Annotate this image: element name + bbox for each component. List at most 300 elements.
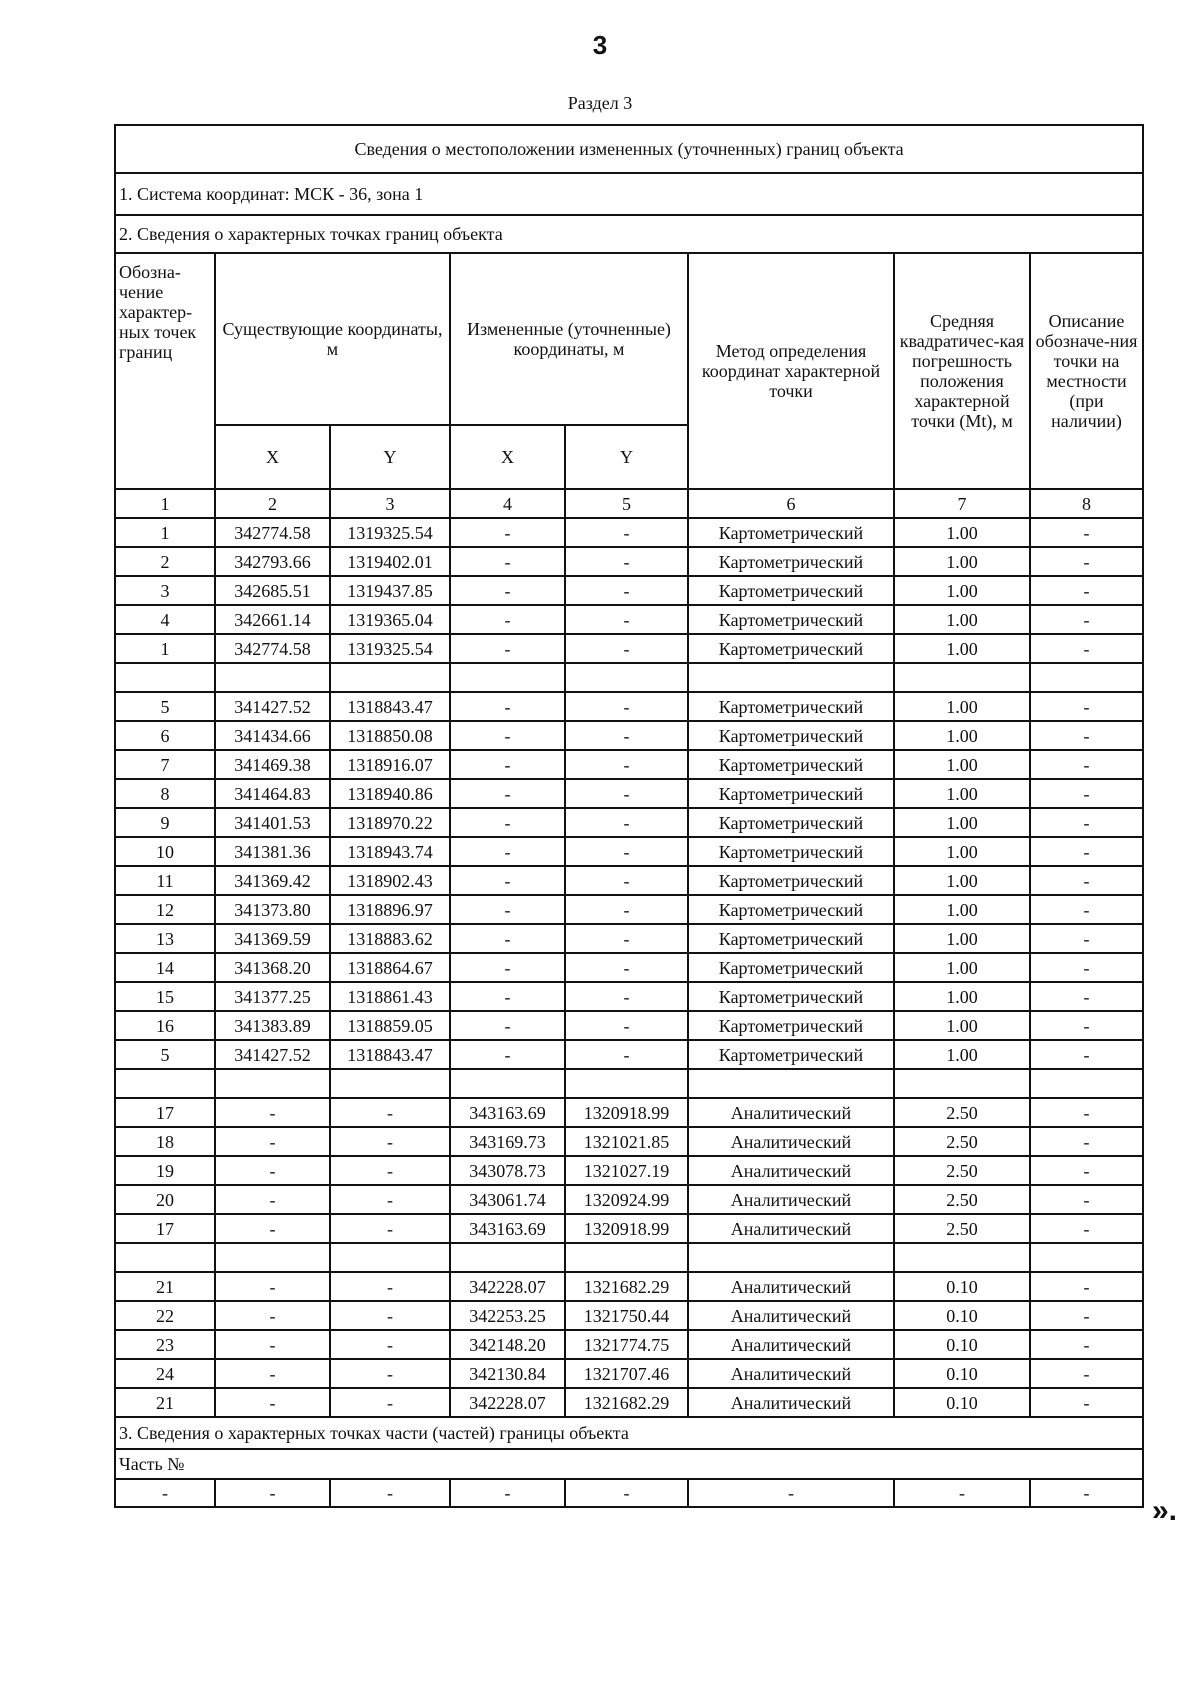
closing-quote: ». — [1152, 1494, 1178, 1527]
table-cell: Картометрический — [688, 1040, 894, 1069]
page-number: 3 — [592, 30, 608, 60]
section-title: Раздел 3 — [567, 93, 633, 113]
table-cell: Картометрический — [688, 953, 894, 982]
table-cell: Картометрический — [688, 547, 894, 576]
table-cell: 1.00 — [894, 924, 1030, 953]
table-cell: 1318940.86 — [330, 779, 450, 808]
empty-cell — [115, 1069, 215, 1098]
table-cell: 18 — [115, 1127, 215, 1156]
table-row — [115, 750, 1143, 779]
table-cell: 342148.20 — [450, 1330, 565, 1359]
table-row — [115, 1330, 1143, 1359]
table-cell: Аналитический — [688, 1156, 894, 1185]
table-cell: - — [565, 576, 688, 605]
table-cell: 1.00 — [894, 721, 1030, 750]
table-cell: 1.00 — [894, 576, 1030, 605]
table-cell: - — [450, 547, 565, 576]
table-cell: 1318916.07 — [330, 750, 450, 779]
table-cell: 1318970.22 — [330, 808, 450, 837]
table-cell: 2.50 — [894, 1214, 1030, 1243]
table-cell: - — [565, 1011, 688, 1040]
table-cell: - — [330, 1214, 450, 1243]
table-cell: - — [1030, 1388, 1143, 1417]
table-cell: 5 — [115, 1040, 215, 1069]
table-cell: 341381.36 — [215, 837, 330, 866]
table-cell: - — [1030, 750, 1143, 779]
table-cell: - — [1030, 1040, 1143, 1069]
table-cell: Аналитический — [688, 1330, 894, 1359]
coordinate-system: 1. Система координат: МСК - 36, зона 1 — [115, 173, 1143, 215]
table-row — [115, 1011, 1143, 1040]
table-cell: - — [330, 1127, 450, 1156]
table-cell: - — [1030, 866, 1143, 895]
table-row — [115, 895, 1143, 924]
table-row — [115, 692, 1143, 721]
table-cell: 1321774.75 — [565, 1330, 688, 1359]
parts-heading: 3. Сведения о характерных точках части (частей) границы объекта — [115, 1417, 1143, 1449]
final-row — [115, 1479, 1143, 1507]
table-cell: Картометрический — [688, 1011, 894, 1040]
table-cell: 2.50 — [894, 1127, 1030, 1156]
table-cell: - — [215, 1098, 330, 1127]
table-cell: 3 — [115, 576, 215, 605]
table-cell: - — [1030, 547, 1143, 576]
table-cell: 341427.52 — [215, 1040, 330, 1069]
empty-cell — [688, 1243, 894, 1272]
table-cell: 4 — [115, 605, 215, 634]
table-cell: Аналитический — [688, 1359, 894, 1388]
header-error: Средняя квадратичес-кая погрешность положения характерной точки (Mt), м — [894, 253, 1030, 489]
table-cell: 11 — [115, 866, 215, 895]
table-cell: - — [215, 1272, 330, 1301]
table-cell: 1.00 — [894, 895, 1030, 924]
table-cell: - — [215, 1214, 330, 1243]
table-cell: - — [1030, 1156, 1143, 1185]
table-cell: 343078.73 — [450, 1156, 565, 1185]
column-number: 8 — [1030, 489, 1143, 518]
header-existing-coordinates: Существующие координаты, м — [215, 253, 450, 425]
table-cell: 1319365.04 — [330, 605, 450, 634]
table-cell: Картометрический — [688, 866, 894, 895]
table-cell: 21 — [115, 1272, 215, 1301]
table-cell: 1.00 — [894, 547, 1030, 576]
table-cell: 1319325.54 — [330, 634, 450, 663]
table-cell: - — [450, 1479, 565, 1507]
table-cell: - — [215, 1127, 330, 1156]
table-cell: Картометрический — [688, 924, 894, 953]
table-cell: - — [565, 808, 688, 837]
table-row — [115, 866, 1143, 895]
table-cell: - — [450, 895, 565, 924]
table-cell: 5 — [115, 692, 215, 721]
table-cell: 1318843.47 — [330, 1040, 450, 1069]
table-cell: - — [450, 953, 565, 982]
table-row — [115, 1098, 1143, 1127]
empty-cell — [565, 1243, 688, 1272]
table-cell: 342253.25 — [450, 1301, 565, 1330]
table-cell: - — [565, 692, 688, 721]
table-cell: - — [215, 1479, 330, 1507]
column-number: 3 — [330, 489, 450, 518]
coordinates-table — [114, 124, 1144, 1508]
table-cell: 1321750.44 — [565, 1301, 688, 1330]
table-cell: 1319325.54 — [330, 518, 450, 547]
table-cell: 17 — [115, 1214, 215, 1243]
empty-cell — [1030, 663, 1143, 692]
table-cell: 1321021.85 — [565, 1127, 688, 1156]
table-cell: - — [565, 547, 688, 576]
table-row — [115, 518, 1143, 547]
table-cell: 1.00 — [894, 866, 1030, 895]
empty-cell — [330, 1243, 450, 1272]
points-heading: 2. Сведения о характерных точках границ объекта — [115, 215, 1143, 253]
table-cell: - — [330, 1330, 450, 1359]
part-label: Часть № — [115, 1449, 1143, 1479]
table-cell: - — [330, 1272, 450, 1301]
part-label-row — [115, 1449, 1143, 1479]
table-cell: - — [450, 866, 565, 895]
empty-cell — [330, 663, 450, 692]
empty-cell — [1030, 1243, 1143, 1272]
table-cell: 1318943.74 — [330, 837, 450, 866]
table-row — [115, 1040, 1143, 1069]
table-cell: - — [330, 1301, 450, 1330]
table-cell: - — [450, 692, 565, 721]
empty-cell — [1030, 1069, 1143, 1098]
table-cell: 1 — [115, 634, 215, 663]
table-cell: 342228.07 — [450, 1272, 565, 1301]
table-cell: Картометрический — [688, 837, 894, 866]
column-number: 2 — [215, 489, 330, 518]
table-cell: 22 — [115, 1301, 215, 1330]
empty-cell — [688, 663, 894, 692]
empty-cell — [688, 1069, 894, 1098]
table-cell: 15 — [115, 982, 215, 1011]
table-cell: Картометрический — [688, 808, 894, 837]
table-cell: - — [215, 1388, 330, 1417]
table-cell: - — [1030, 1011, 1143, 1040]
table-cell: 1.00 — [894, 982, 1030, 1011]
column-number: 1 — [115, 489, 215, 518]
table-cell: Картометрический — [688, 518, 894, 547]
table-cell: - — [565, 1479, 688, 1507]
empty-cell — [450, 663, 565, 692]
table-cell: Аналитический — [688, 1214, 894, 1243]
table-cell: - — [330, 1359, 450, 1388]
table-cell: 1321682.29 — [565, 1272, 688, 1301]
table-cell: 1320924.99 — [565, 1185, 688, 1214]
column-number: 6 — [688, 489, 894, 518]
table-cell: 1.00 — [894, 605, 1030, 634]
table-cell: 0.10 — [894, 1301, 1030, 1330]
table-cell: - — [1030, 1127, 1143, 1156]
empty-cell — [115, 663, 215, 692]
table-cell: 1318883.62 — [330, 924, 450, 953]
table-cell: - — [565, 895, 688, 924]
table-cell: 2.50 — [894, 1185, 1030, 1214]
table-cell: - — [450, 576, 565, 605]
table-cell: - — [215, 1156, 330, 1185]
table-row — [115, 605, 1143, 634]
table-cell: 341401.53 — [215, 808, 330, 837]
table-row — [115, 1301, 1143, 1330]
table-cell: 9 — [115, 808, 215, 837]
table-row — [115, 1127, 1143, 1156]
header-changed-x: X — [450, 425, 565, 489]
table-cell: 1321707.46 — [565, 1359, 688, 1388]
table-cell: 17 — [115, 1098, 215, 1127]
table-cell: - — [565, 721, 688, 750]
table-cell: 1.00 — [894, 750, 1030, 779]
table-cell: - — [565, 605, 688, 634]
table-cell: 21 — [115, 1388, 215, 1417]
header-existing-x: X — [215, 425, 330, 489]
table-cell: 343169.73 — [450, 1127, 565, 1156]
table-row — [115, 547, 1143, 576]
table-cell: 1318859.05 — [330, 1011, 450, 1040]
table-cell: - — [1030, 721, 1143, 750]
table-cell: - — [565, 634, 688, 663]
table-cell: 14 — [115, 953, 215, 982]
table-cell: - — [330, 1185, 450, 1214]
table-cell: 342130.84 — [450, 1359, 565, 1388]
table-cell: - — [1030, 518, 1143, 547]
table-cell: - — [565, 866, 688, 895]
table-cell: 1318896.97 — [330, 895, 450, 924]
table-cell: 1.00 — [894, 634, 1030, 663]
table-cell: 1319402.01 — [330, 547, 450, 576]
table-cell: 1320918.99 — [565, 1098, 688, 1127]
table-row — [115, 1272, 1143, 1301]
table-cell: 23 — [115, 1330, 215, 1359]
table-cell: 343163.69 — [450, 1098, 565, 1127]
header-existing-y: Y — [330, 425, 450, 489]
table-cell: 341369.59 — [215, 924, 330, 953]
table-cell: - — [450, 634, 565, 663]
table-cell: Картометрический — [688, 692, 894, 721]
table-cell: 0.10 — [894, 1330, 1030, 1359]
table-row — [115, 1156, 1143, 1185]
table-cell: 1321682.29 — [565, 1388, 688, 1417]
table-cell: 1321027.19 — [565, 1156, 688, 1185]
table-cell: 341377.25 — [215, 982, 330, 1011]
table-cell: 1.00 — [894, 953, 1030, 982]
empty-cell — [215, 1069, 330, 1098]
table-cell: 1.00 — [894, 808, 1030, 837]
header-changed-y: Y — [565, 425, 688, 489]
table-cell: - — [215, 1330, 330, 1359]
table-cell: 19 — [115, 1156, 215, 1185]
table-cell: 342774.58 — [215, 518, 330, 547]
table-cell: Аналитический — [688, 1388, 894, 1417]
table-row — [115, 779, 1143, 808]
table-cell: Аналитический — [688, 1098, 894, 1127]
parts-heading-row — [115, 1417, 1143, 1449]
table-cell: - — [115, 1479, 215, 1507]
table-cell: 2 — [115, 547, 215, 576]
table-cell: - — [450, 605, 565, 634]
table-cell: - — [565, 779, 688, 808]
table-cell: - — [565, 953, 688, 982]
table-cell: 1.00 — [894, 692, 1030, 721]
table-cell: 1318850.08 — [330, 721, 450, 750]
separator-row — [115, 663, 1143, 692]
separator-row — [115, 1243, 1143, 1272]
table-row — [115, 1359, 1143, 1388]
table-cell: - — [450, 924, 565, 953]
empty-cell — [215, 663, 330, 692]
table-cell: 10 — [115, 837, 215, 866]
table-cell: 1.00 — [894, 1011, 1030, 1040]
table-cell: 342685.51 — [215, 576, 330, 605]
empty-cell — [115, 1243, 215, 1272]
table-cell: - — [1030, 605, 1143, 634]
table-cell: - — [330, 1479, 450, 1507]
table-cell: - — [1030, 1272, 1143, 1301]
table-cell: 12 — [115, 895, 215, 924]
table-cell: - — [565, 982, 688, 1011]
table-cell: 0.10 — [894, 1388, 1030, 1417]
table-row — [115, 634, 1143, 663]
table-cell: 1318902.43 — [330, 866, 450, 895]
table-cell: - — [565, 518, 688, 547]
table-cell: - — [894, 1479, 1030, 1507]
table-cell: 1319437.85 — [330, 576, 450, 605]
table-cell: 341464.83 — [215, 779, 330, 808]
table-cell: - — [1030, 1098, 1143, 1127]
table-cell: 2.50 — [894, 1098, 1030, 1127]
table-cell: - — [1030, 1185, 1143, 1214]
table-cell: - — [1030, 692, 1143, 721]
table-cell: - — [1030, 895, 1143, 924]
header-description: Описание обозначе-ния точки на местности (при наличии) — [1030, 253, 1143, 489]
table-cell: - — [450, 808, 565, 837]
empty-cell — [565, 1069, 688, 1098]
table-cell: 342774.58 — [215, 634, 330, 663]
table-cell: - — [1030, 576, 1143, 605]
table-cell: - — [330, 1156, 450, 1185]
table-cell: - — [688, 1479, 894, 1507]
table-cell: Картометрический — [688, 750, 894, 779]
column-number: 7 — [894, 489, 1030, 518]
table-cell: - — [1030, 1479, 1143, 1507]
table-cell: - — [1030, 1359, 1143, 1388]
table-cell: 0.10 — [894, 1272, 1030, 1301]
table-cell: - — [450, 1040, 565, 1069]
table-cell: - — [215, 1359, 330, 1388]
table-cell: - — [565, 924, 688, 953]
table-cell: 20 — [115, 1185, 215, 1214]
table-cell: 1318843.47 — [330, 692, 450, 721]
table-cell: 2.50 — [894, 1156, 1030, 1185]
table-cell: 1318864.67 — [330, 953, 450, 982]
empty-cell — [215, 1243, 330, 1272]
table-row — [115, 953, 1143, 982]
table-cell: - — [330, 1098, 450, 1127]
table-row — [115, 1388, 1143, 1417]
empty-cell — [894, 1069, 1030, 1098]
table-cell: - — [565, 750, 688, 779]
table-cell: Картометрический — [688, 982, 894, 1011]
table-cell: - — [1030, 1214, 1143, 1243]
empty-cell — [894, 663, 1030, 692]
empty-cell — [565, 663, 688, 692]
column-number: 5 — [565, 489, 688, 518]
header-changed-coordinates: Измененные (уточненные) координаты, м — [450, 253, 688, 425]
table-cell: 343061.74 — [450, 1185, 565, 1214]
table-row — [115, 576, 1143, 605]
table-cell: 1320918.99 — [565, 1214, 688, 1243]
table-cell: 341434.66 — [215, 721, 330, 750]
table-cell: - — [450, 518, 565, 547]
separator-row — [115, 1069, 1143, 1098]
table-cell: - — [565, 837, 688, 866]
table-cell: - — [215, 1185, 330, 1214]
table-cell: - — [1030, 837, 1143, 866]
column-number: 4 — [450, 489, 565, 518]
table-cell: 1 — [115, 518, 215, 547]
header-designation: Обозна-чение характер-ных точек границ — [115, 253, 215, 489]
table-row — [115, 808, 1143, 837]
table-cell: Аналитический — [688, 1301, 894, 1330]
table-cell: Картометрический — [688, 576, 894, 605]
table-cell: 8 — [115, 779, 215, 808]
table-cell: - — [450, 982, 565, 1011]
table-cell: Аналитический — [688, 1185, 894, 1214]
table-cell: 1318861.43 — [330, 982, 450, 1011]
table-row — [115, 982, 1143, 1011]
table-cell: 342661.14 — [215, 605, 330, 634]
table-cell: 343163.69 — [450, 1214, 565, 1243]
table-cell: 1.00 — [894, 1040, 1030, 1069]
table-row — [115, 1214, 1143, 1243]
table-cell: 24 — [115, 1359, 215, 1388]
table-cell: Аналитический — [688, 1127, 894, 1156]
table-cell: 341383.89 — [215, 1011, 330, 1040]
table-cell: - — [330, 1388, 450, 1417]
table-cell: 13 — [115, 924, 215, 953]
empty-cell — [330, 1069, 450, 1098]
table-cell: - — [1030, 808, 1143, 837]
column-numbers-row — [115, 489, 1143, 518]
table-cell: - — [1030, 924, 1143, 953]
table-cell: 1.00 — [894, 779, 1030, 808]
table-cell: 7 — [115, 750, 215, 779]
table-row — [115, 1185, 1143, 1214]
table-cell: - — [1030, 1330, 1143, 1359]
table-cell: 341369.42 — [215, 866, 330, 895]
table-cell: Картометрический — [688, 779, 894, 808]
table-cell: - — [450, 837, 565, 866]
table-cell: - — [1030, 634, 1143, 663]
table-cell: Аналитический — [688, 1272, 894, 1301]
table-cell: - — [450, 779, 565, 808]
empty-cell — [894, 1243, 1030, 1272]
table-cell: Картометрический — [688, 605, 894, 634]
table-cell: - — [1030, 779, 1143, 808]
table-cell: Картометрический — [688, 721, 894, 750]
table-row — [115, 721, 1143, 750]
table-cell: - — [450, 721, 565, 750]
table-cell: 341368.20 — [215, 953, 330, 982]
table-cell: - — [1030, 953, 1143, 982]
table-cell: 342228.07 — [450, 1388, 565, 1417]
table-cell: Картометрический — [688, 895, 894, 924]
table-cell: Картометрический — [688, 634, 894, 663]
table-cell: 0.10 — [894, 1359, 1030, 1388]
table-cell: - — [565, 1040, 688, 1069]
table-cell: 6 — [115, 721, 215, 750]
